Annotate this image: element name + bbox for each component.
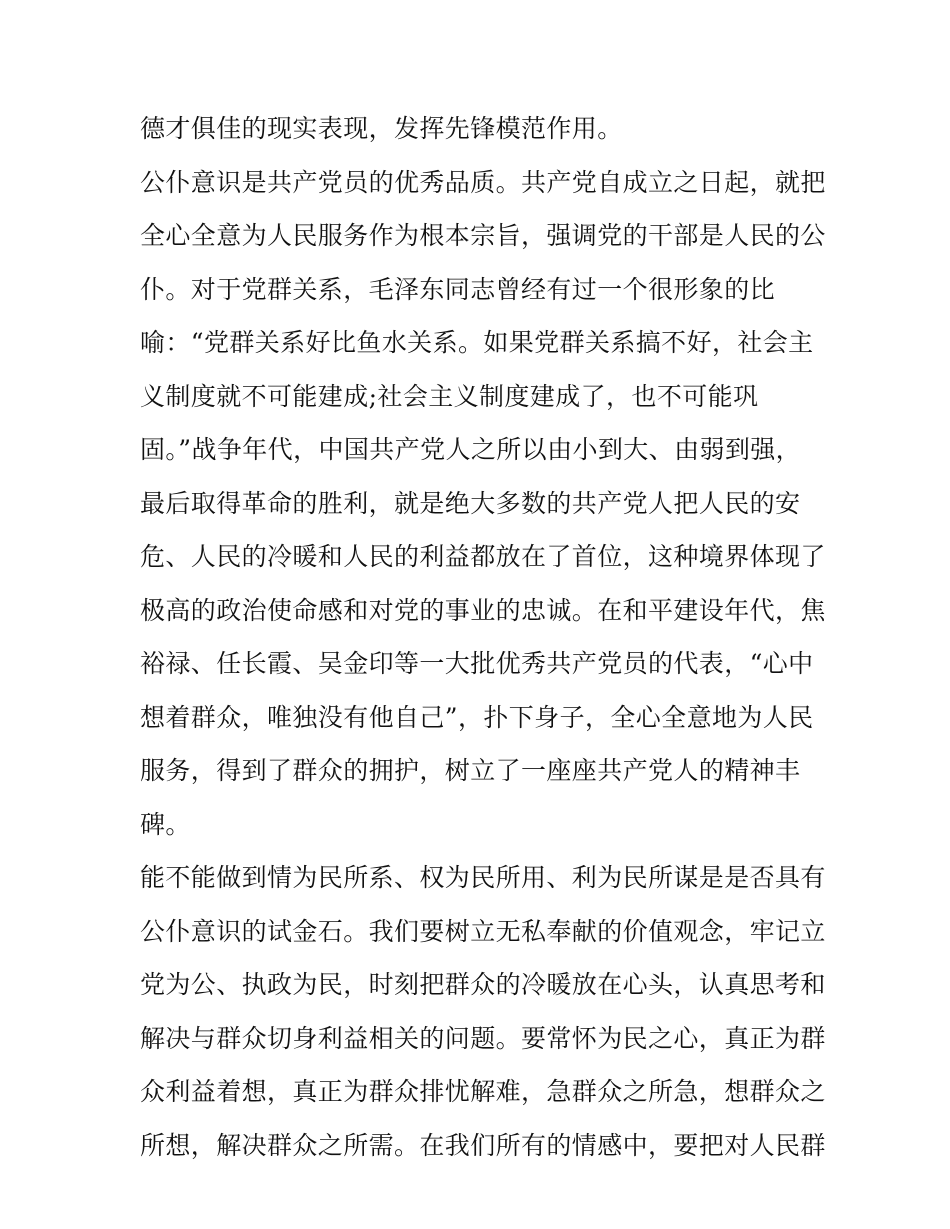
text-line: 公仆意识是共产党员的优秀品质。共产党自成立之日起，就把 [140, 167, 826, 197]
text-line: 最后取得革命的胜利，就是绝大多数的共产党人把人民的安 [140, 488, 801, 518]
paragraph-3 [140, 851, 826, 1172]
text-line: 党为公、执政为民，时刻把群众的冷暖放在心头，认真思考和 [140, 970, 826, 999]
text-line: 裕禄、任长霞、吴金印等一大批优秀共产党员的代表，“心中 [140, 649, 814, 678]
paragraph-2 [140, 156, 826, 852]
text-line: 全心全意为人民服务作为根本宗旨，强调党的干部是人民的公 [140, 221, 826, 250]
text-line: 解决与群众切身利益相关的问题。要常怀为民之心，真正为群 [140, 1023, 826, 1053]
paragraph-1 [140, 102, 820, 156]
text-line: 碑。 [140, 809, 191, 839]
text-line: 德才俱佳的现实表现，发挥先锋模范作用。 [140, 114, 623, 143]
text-line: 义制度就不可能建成;社会主义制度建成了，也不可能巩 [140, 381, 759, 411]
text-line: 极高的政治使命感和对党的事业的忠诚。在和平建设年代，焦 [140, 595, 826, 625]
text-line: 仆。对于党群关系，毛泽东同志曾经有过一个很形象的比 [140, 274, 776, 304]
text-line: 固。”战争年代，中国共产党人之所以由小到大、由弱到强， [140, 435, 802, 464]
text-line: 能不能做到情为民所系、权为民所用、利为民所谋是是否具有 [140, 863, 826, 892]
text-line: 服务，得到了群众的拥护，树立了一座座共产党人的精神丰 [140, 756, 801, 785]
text-line: 喻：“党群关系好比鱼水关系。如果党群关系搞不好，社会主 [140, 328, 814, 357]
text-line: 想着群众，唯独没有他自己”，扑下身子，全心全意地为人民 [140, 702, 814, 732]
text-line: 众利益着想，真正为群众排忧解难，急群众之所急，想群众之 [140, 1077, 826, 1106]
text-line: 危、人民的冷暖和人民的利益都放在了首位，这种境界体现了 [140, 542, 826, 571]
text-line: 所想，解决群众之所需。在我们所有的情感中，要把对人民群 [140, 1130, 826, 1160]
text-line: 公仆意识的试金石。我们要树立无私奉献的价值观念，牢记立 [140, 916, 826, 946]
